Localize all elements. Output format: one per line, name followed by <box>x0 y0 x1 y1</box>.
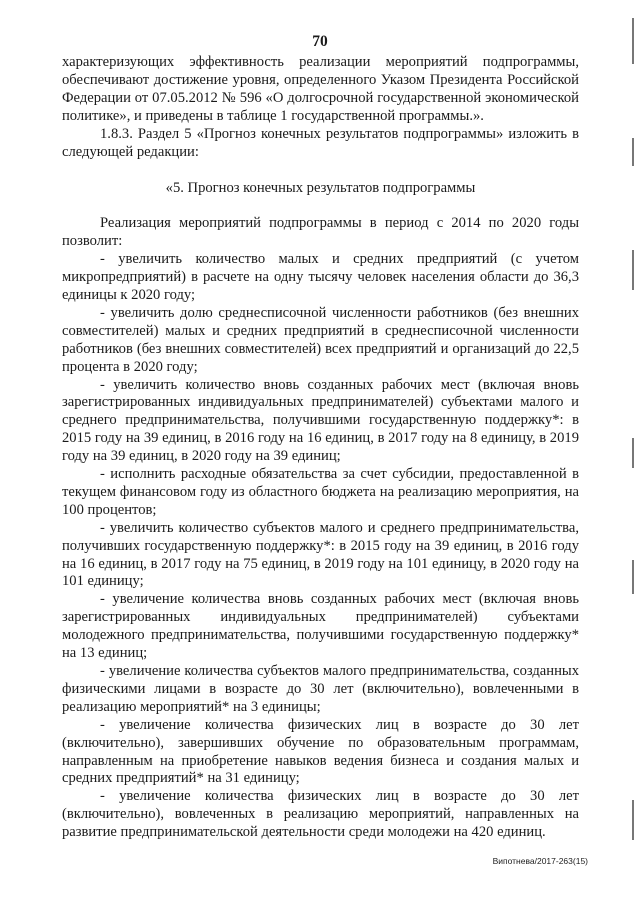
list-item: - увеличение количества физических лиц в возрасте до 30 лет (включительно), вовлеченных в реализацию мероприятий, направленных на развитие предпринимательской деятельности среди молодежи на 420 единиц. <box>62 788 579 841</box>
scan-edge-mark <box>632 560 634 594</box>
list-item: - увеличить количество субъектов малого и среднего предпринимательства, получивших государственную поддержку*: в 2015 году на 39 единиц, в 2016 году на 16 единиц, в 2017 году на 75 единиц, в 2019 году на 101 единицу, в 2020 году на 101 единицу; <box>62 519 579 590</box>
paragraph: характеризующих эффективность реализации мероприятий подпрограммы, обеспечивают достижение уровня, определенного Указом Президента Российской Федерации от 07.05.2012 № 596 «О долгосрочной государственной экономической политике», и приведены в таблице 1 государственной программы.». <box>62 54 579 124</box>
paragraph: Реализация мероприятий подпрограммы в период с 2014 по 2020 годы позволит: <box>62 215 579 250</box>
scan-edge-mark <box>632 800 634 840</box>
scan-edge-mark <box>632 18 634 64</box>
list-item: - увеличение количества вновь созданных рабочих мест (включая вновь зарегистрированных индивидуальных предпринимателей) субъектами молодежного предпринимательства, получившими государственную поддержку* на 13 единиц; <box>62 591 579 662</box>
list-item: - увеличить количество вновь созданных рабочих мест (включая вновь зарегистрированных индивидуальных предпринимателей) субъектами малого и среднего предпринимательства, получившими государственную поддержку*: в 2015 году на 39 единиц, в 2016 году на 16 единиц, в 2017 году на 8 единицу, в 2019 году на 39 единиц, в 2020 году на 39 единиц; <box>62 376 579 465</box>
list-item: - увеличить количество малых и средних предприятий (с учетом микропредприятий) в расчете на одну тысячу человек населения области до 36,3 единицы к 2020 году; <box>62 251 579 303</box>
document-code: Випотнева/2017-263(15) <box>492 856 588 866</box>
list-item: - увеличение количества физических лиц в возрасте до 30 лет (включительно), завершивших обучение по образовательным программам, направленным на приобретение навыков ведения бизнеса и создания малых и средних предприятий* на 31 единицу; <box>62 716 579 787</box>
list-item: - увеличение количества субъектов малого предпринимательства, созданных физическими лицами в возрасте до 30 лет (включительно), вовлеченными в реализацию мероприятий* на 3 единицы; <box>62 663 579 715</box>
scan-edge-mark <box>632 438 634 468</box>
list-item: - исполнить расходные обязательства за счет субсидии, предоставленной в текущем финансовом году из областного бюджета на реализацию мероприятия, на 100 процентов; <box>62 466 579 518</box>
section-heading: «5. Прогноз конечных результатов подпрограммы <box>165 180 476 197</box>
scan-edge-mark <box>632 250 634 290</box>
scan-edge-mark <box>632 138 634 166</box>
paragraph: 1.8.3. Раздел 5 «Прогноз конечных результатов подпрограммы» изложить в следующей редакции: <box>62 125 579 160</box>
document-body <box>62 54 579 842</box>
list-item: - увеличить долю среднесписочной численности работников (без внешних совместителей) малых и средних предприятий в среднесписочной численности работников (без внешних совместителей) всех предприятий и организаций до 22,5 процента в 2020 году; <box>62 304 579 375</box>
page-number: 70 <box>312 33 328 50</box>
